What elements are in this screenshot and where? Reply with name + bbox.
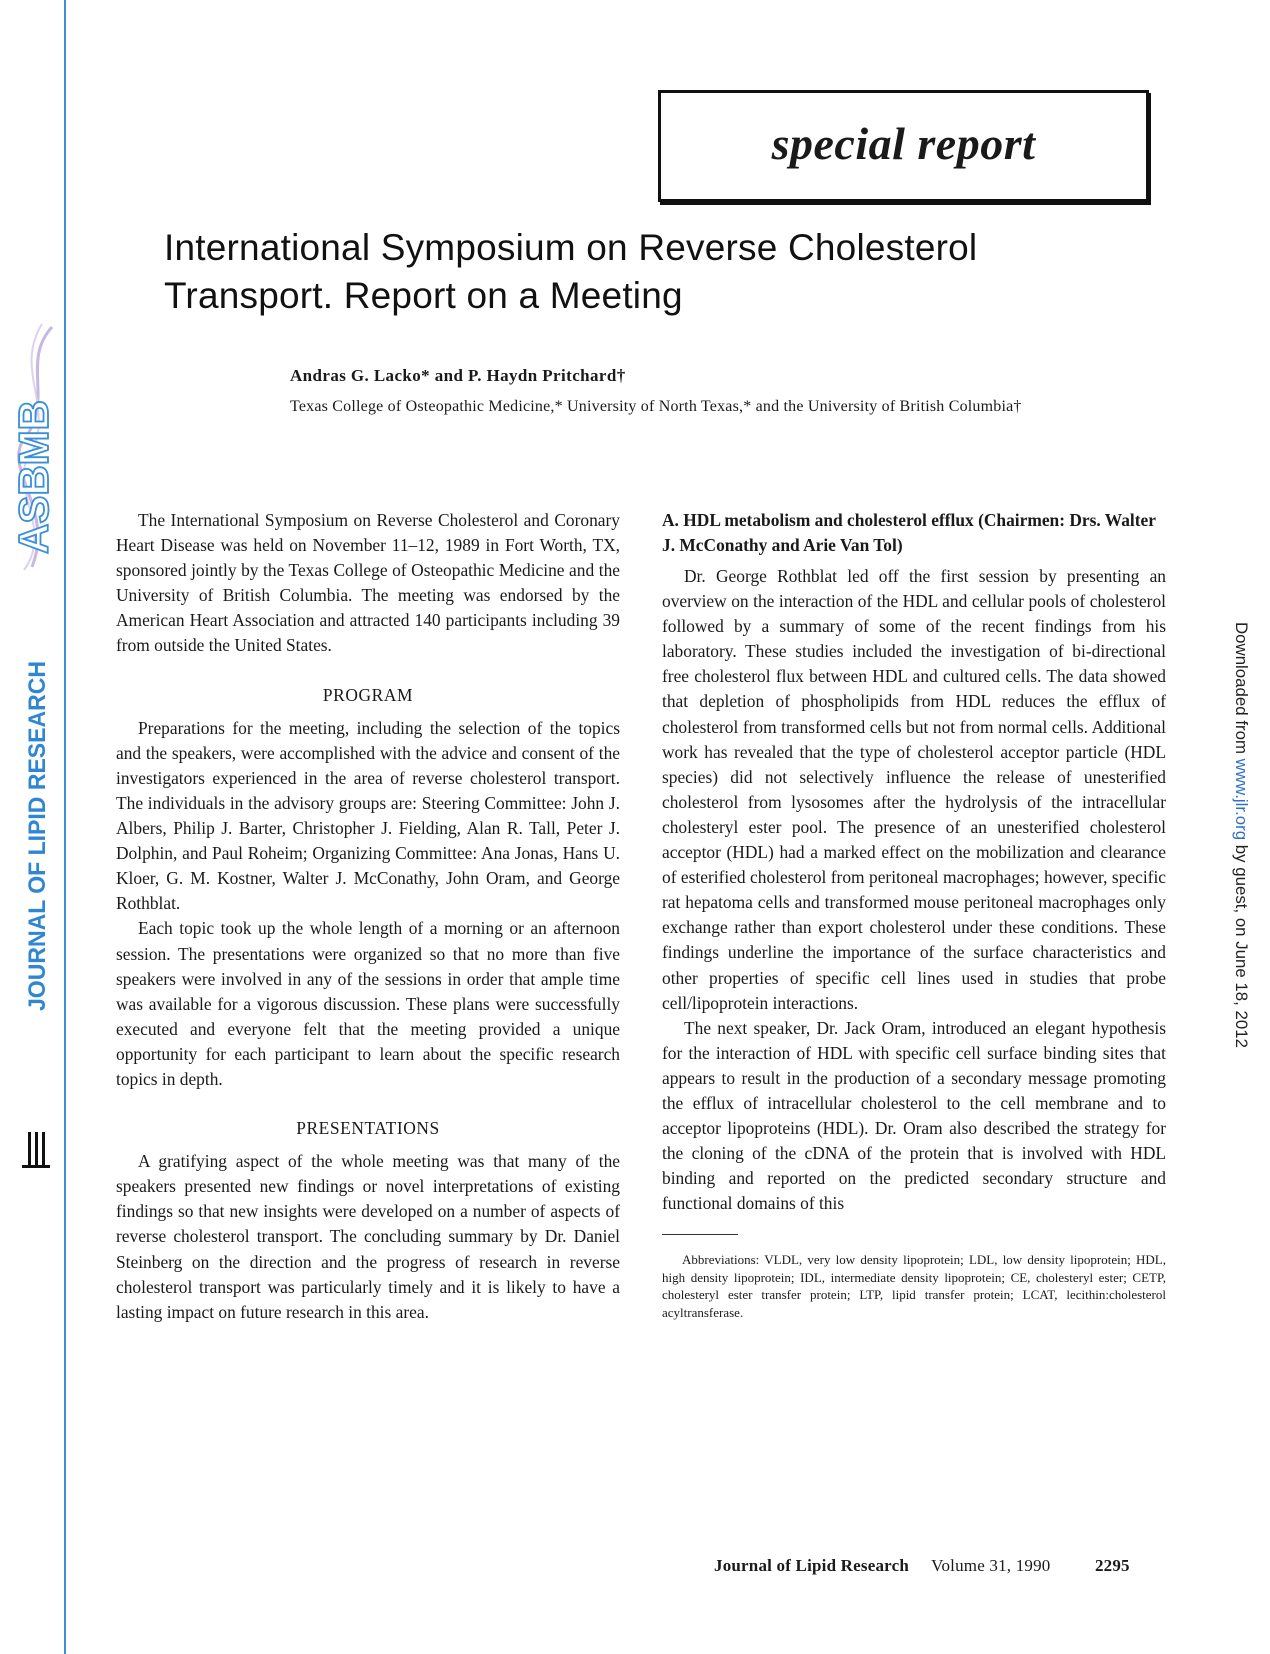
title-line-1: International Symposium on Reverse Cholesterol (164, 227, 978, 268)
footer-volume: Volume 31, 1990 (931, 1556, 1051, 1575)
program-heading: PROGRAM (322, 684, 414, 705)
title-line-2: Transport. Report on a Meeting (164, 275, 683, 316)
presentations-paragraph-1: A gratifying aspect of the whole meeting was that many of the speakers presented new findings or novel interpretations of existing findings so that new insights were developed on a number of aspects of reverse cholesterol transport. The concluding summary by Dr. Daniel Steinberg on the direction and the progress of research in reverse cholesterol transport was particularly timely and it is likely to have a lasting impact on future research in this area. (116, 1151, 620, 1322)
svg-text:Downloaded from www.jlr.org by (1232, 622, 1250, 1048)
presentations-heading: PRESENTATIONS (296, 1118, 440, 1139)
intro-paragraph: The International Symposium on Reverse Cholesterol and Coronary Heart Disease was held on November 11–12, 1989 in Fort Worth, TX, sponsored jointly by the Texas College of Osteopathic Medicine and the University of British Columbia. The meeting was endorsed by the American Heart Association and attracted 140 participants including 39 from outside the United States. (116, 510, 620, 656)
affiliation: Texas College of Osteopathic Medicine,* University of North Texas,* and the University of British Columbia† (290, 398, 1022, 415)
article-title (164, 224, 1124, 320)
footnote (662, 1251, 1166, 1321)
special-report-box (658, 90, 1149, 202)
jlr-logo-icon (14, 1132, 58, 1168)
section-a-paragraph-2: The next speaker, Dr. Jack Oram, introduced an elegant hypothesis for the interaction of HDL with specific cell surface binding sites that appears to result in the production of a secondary message promoting the efflux of intracellular cholesterol to the cell membrane and to acceptor lipoproteins (HDL). Dr. Oram also described the strategy for the cloning of the cDNA of the protein that is involved with HDL binding and reported on the predicted secondary structure and functional domains of this (662, 1017, 1166, 1214)
journal-name-text: JOURNAL OF LIPID RESEARCH (24, 638, 51, 1011)
asbmb-logo-text: ASBMB (10, 400, 57, 554)
authors: Andras G. Lacko* and P. Haydn Pritchard† (290, 366, 626, 385)
download-suffix: by guest, on June 18, 2012 (1232, 840, 1250, 1044)
section-a-paragraph-1: Dr. George Rothblat led off the first session by presenting an overview on the interaction of the HDL and cellular pools of cholesterol followed by a summary of some of the recent findings from his laboratory. These studies included the investigation of bi-directional free cholesterol flux between HDL and cultured cells. The data showed that depletion of phospholipids from HDL reduces the efflux of cholesterol from transformed cells but not from normal cells. Additional work has revealed that the type of cholesterol acceptor particle (HDL species) did not selectively influence the release of unesterified cholesterol from lysosomes after the hydrolysis of the intracellular cholesteryl ester pool. The presence of an unesterified cholesterol acceptor (HDL) had a marked effect on the mobilization and clearance of esterified cholesterol from peritoneal macrophages; however, specific rat hepatoma cells and transformed mouse peritoneal macrophages only exchange rather than export cholesterol under these conditions. These findings underline the importance of the surface characteristics and other properties of specific cell lines used in studies that probe cell/lipoprotein interactions. (662, 566, 1166, 1013)
margin-blue-rule (64, 0, 66, 1654)
footer-page-number: 2295 (1094, 1556, 1130, 1575)
footnote-text: Abbreviations: VLDL, very low density lipoprotein; LDL, low density lipoprotein; HDL, high density lipoprotein; IDL, intermediate density lipoprotein; CE, cholesteryl ester; CETP, cholesteryl ester transfer protein; LTP, lipid transfer protein; LCAT, lecithin:cholesterol acyltransferase. (662, 1252, 1166, 1320)
program-paragraph-2: Each topic took up the whole length of a morning or an afternoon session. The presentations were organized so that no more than five speakers were involved in any of the sessions in order that ample time was available for a vigorous discussion. These plans were successfully executed and everyone felt that the meeting provided a unique opportunity for each participant to learn about the specific research topics in depth. (116, 918, 620, 1089)
right-column (662, 508, 1166, 1321)
footer-journal: Journal of Lipid Research (714, 1556, 910, 1575)
program-paragraph-1: Preparations for the meeting, including the selection of the topics and the speakers, were accomplished with the advice and consent of the investigators experienced in the area of reverse cholesterol transport. The individuals in the advisory groups are: Steering Committee: John J. Albers, Philip J. Barter, Christopher J. Fielding, Alan R. Tall, Peter J. Dolphin, and Paul Roheim; Organizing Committee: Ana Jonas, Hans U. Kloer, G. M. Kostner, Walter J. McConathy, John Oram, and George Rothblat. (116, 717, 620, 914)
left-column (116, 508, 620, 1325)
asbmb-logo (10, 368, 57, 558)
download-prefix: Downloaded from (1232, 622, 1250, 756)
section-a-heading: A. HDL metabolism and cholesterol efflux (Chairmen: Drs. Walter J. McConathy and Arie Van Tol) (662, 510, 1156, 555)
section-label: special report (771, 117, 1036, 169)
footnote-divider (662, 1234, 738, 1235)
download-link[interactable]: www.jlr.org (1232, 758, 1250, 839)
journal-name-vertical (20, 638, 52, 1015)
page-footer (714, 1556, 1130, 1576)
download-notice-vertical (1228, 620, 1258, 1050)
